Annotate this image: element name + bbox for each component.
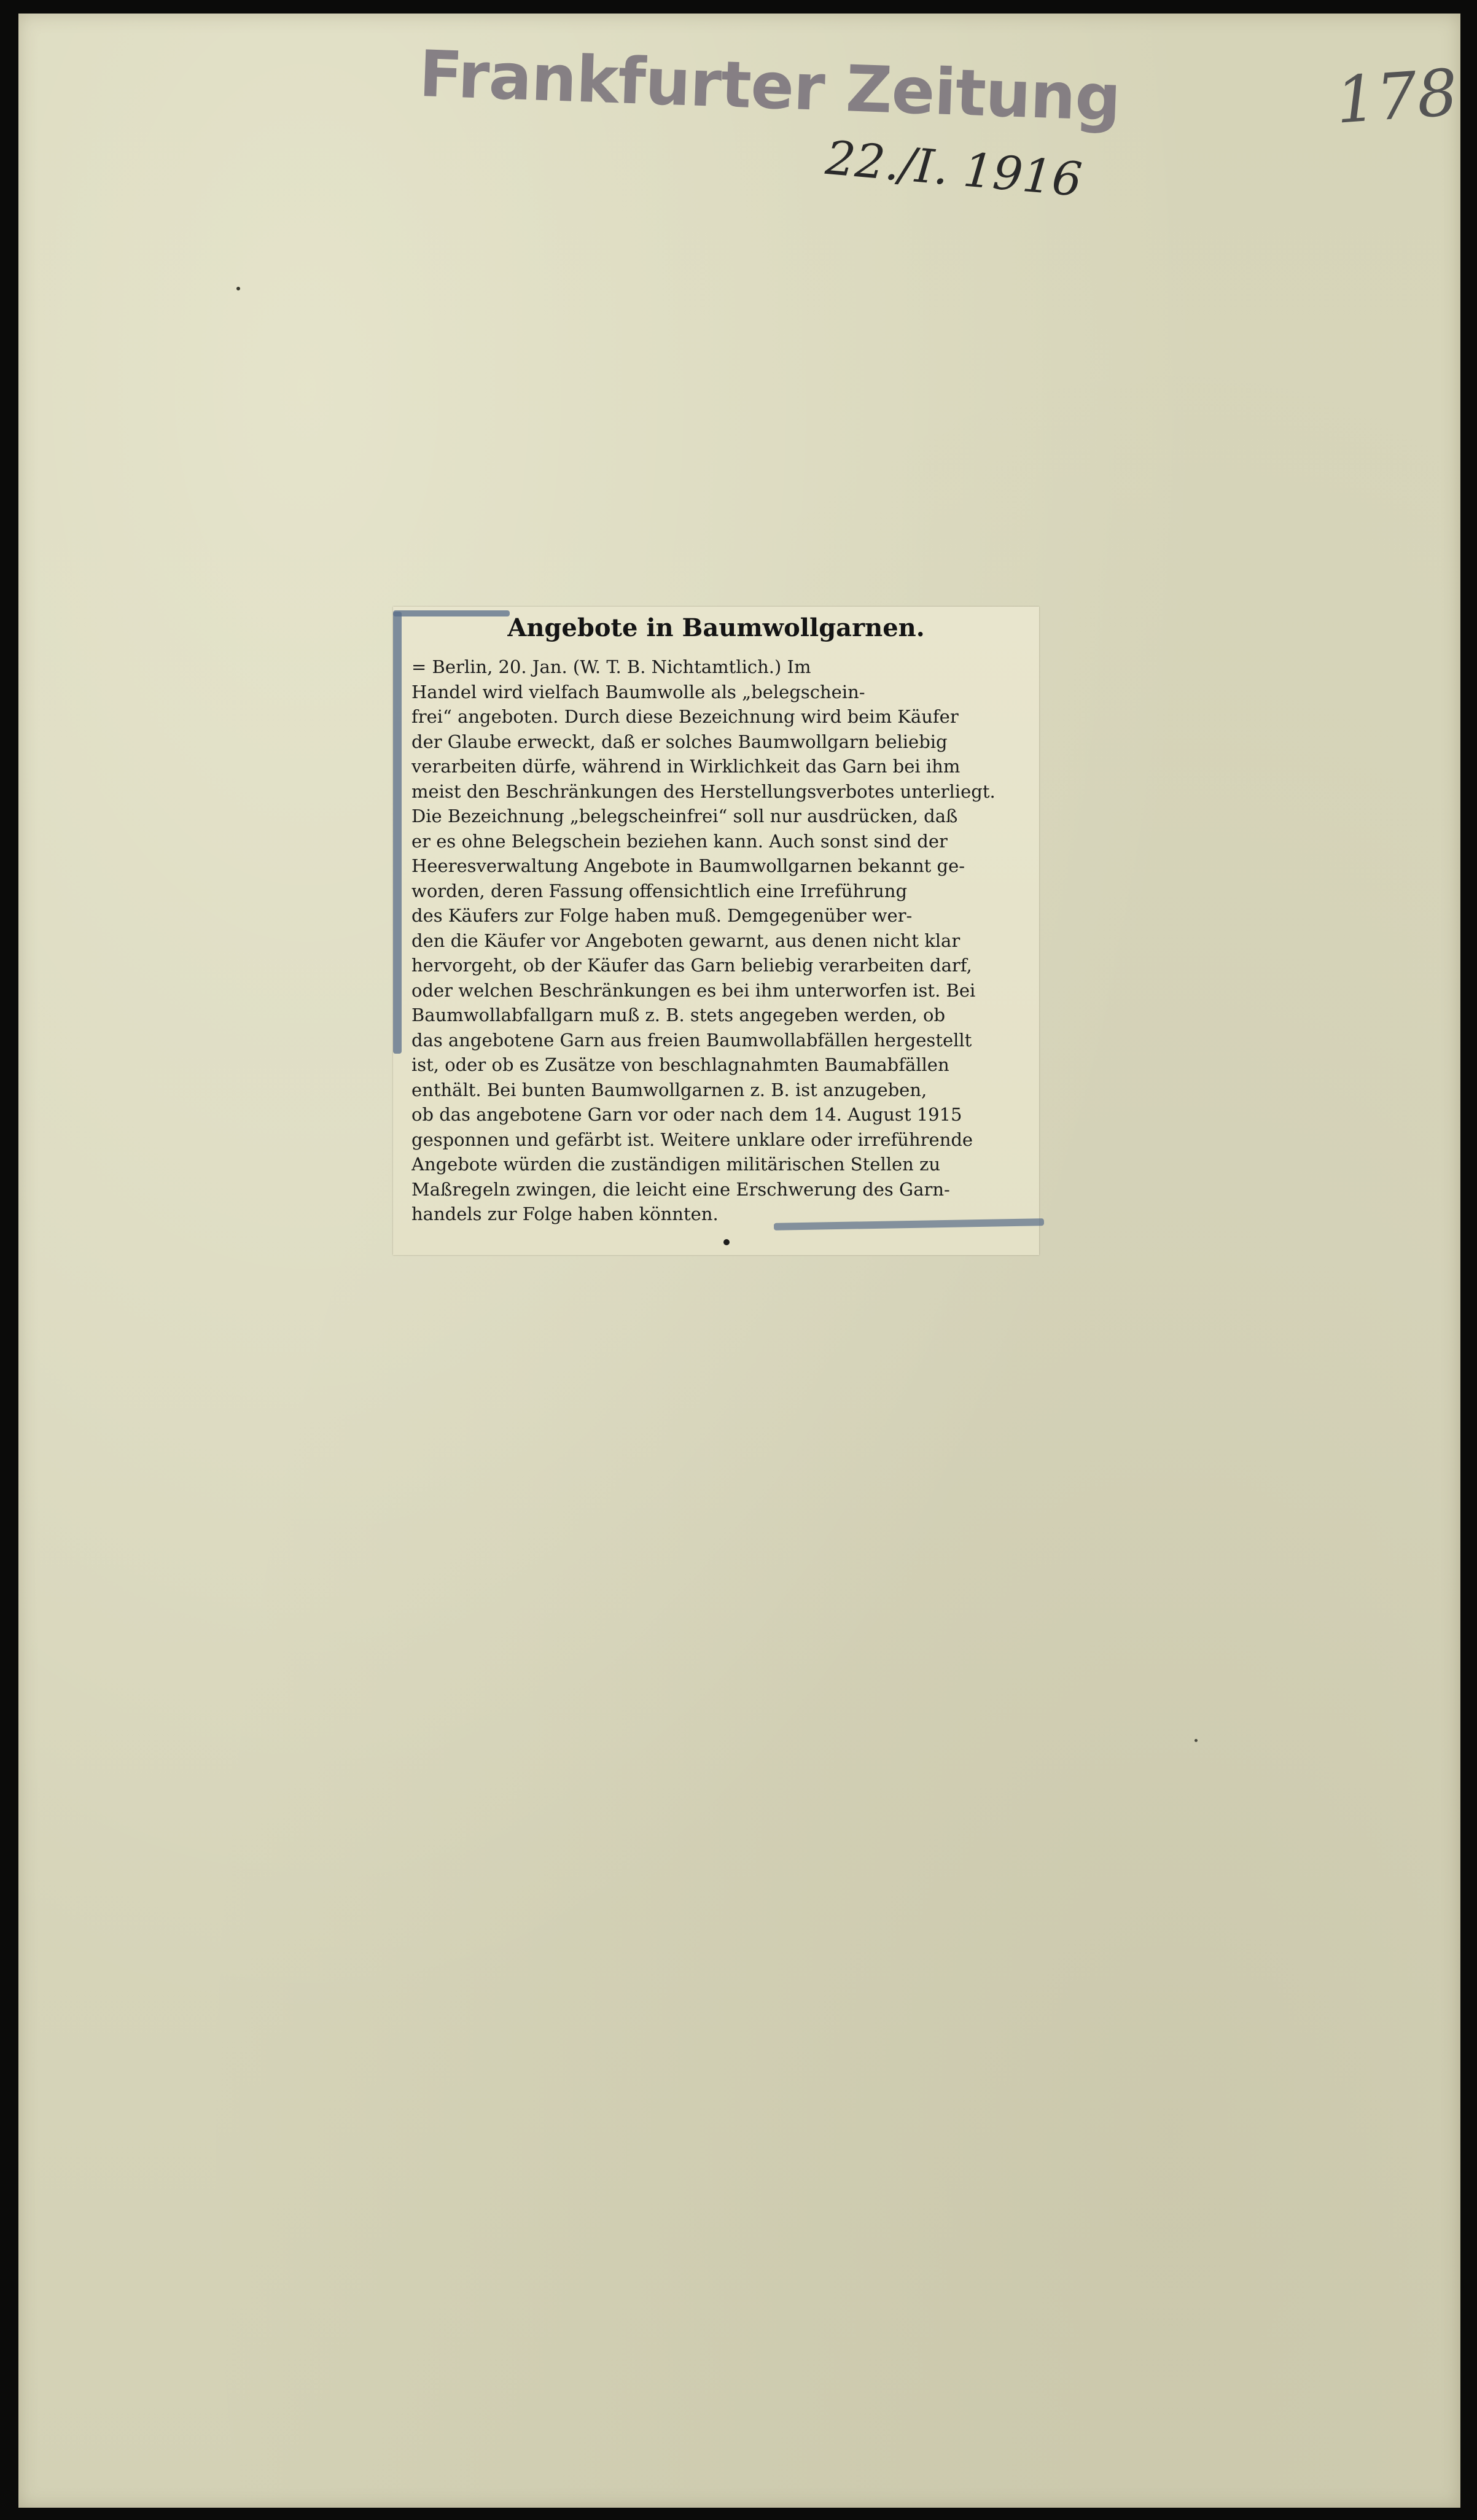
newspaper-stamp: Frankfurter Zeitung: [418, 36, 1122, 136]
article-body: [411, 655, 1026, 1227]
article-line: Maßregeln zwingen, die leicht eine Erschwerung des Garn-: [411, 1178, 950, 1200]
article-line: er es ohne Belegschein beziehen kann. Auch sonst sind der: [411, 830, 948, 852]
handwritten-date: 22./I. 1916: [823, 130, 1085, 208]
article-line: = Berlin, 20. Jan. (W. T. B. Nichtamtlich.) Im: [411, 656, 811, 677]
article-line: ob das angebotene Garn vor oder nach dem 14. August 1915: [411, 1104, 962, 1125]
paper-speck: [236, 287, 240, 290]
handwritten-page-number: 178: [1333, 55, 1460, 138]
article-line: meist den Beschränkungen des Herstellungsverbotes unterliegt.: [411, 780, 996, 802]
article-line: enthält. Bei bunten Baumwollgarnen z. B. ist anzugeben,: [411, 1079, 927, 1100]
article-line: Heeresverwaltung Angebote in Baumwollgarnen bekannt ge-: [411, 855, 965, 876]
article-line: Die Bezeichnung „belegscheinfrei“ soll nur ausdrücken, daß: [411, 806, 958, 826]
article-end-mark: [723, 1239, 730, 1245]
article-line: oder welchen Beschränkungen es bei ihm unterworfen ist. Bei: [411, 979, 976, 1001]
newspaper-clipping: [393, 607, 1039, 1255]
article-line: hervorgeht, ob der Käufer das Garn beliebig verarbeiten darf,: [411, 955, 972, 976]
article-line: frei“ angeboten. Durch diese Bezeichnung wird beim Käufer: [411, 706, 959, 727]
article-line: gesponnen und gefärbt ist. Weitere unklare oder irreführende: [411, 1129, 973, 1150]
article-line: ist, oder ob es Zusätze von beschlagnahmten Baumabfällen: [411, 1054, 949, 1075]
article-headline: Angebote in Baumwollgarnen.: [507, 613, 925, 642]
article-line: Baumwollabfallgarn muß z. B. stets angegeben werden, ob: [411, 1005, 946, 1025]
paper-speck: [1194, 1739, 1198, 1742]
article-line: des Käufers zur Folge haben muß. Demgegenüber wer-: [411, 905, 913, 926]
article-line: worden, deren Fassung offensichtlich eine Irreführung: [411, 880, 908, 901]
article-line: Angebote würden die zuständigen militärischen Stellen zu: [411, 1154, 941, 1175]
blue-pencil-mark-left: [393, 612, 402, 1054]
article-line: das angebotene Garn aus freien Baumwollabfällen hergestellt: [411, 1029, 972, 1051]
article-line: der Glaube erweckt, daß er solches Baumwollgarn beliebig: [411, 731, 948, 752]
archive-sheet: [18, 14, 1460, 2508]
article-line: den die Käufer vor Angeboten gewarnt, aus denen nicht klar: [411, 930, 961, 951]
article-line: verarbeiten dürfe, während in Wirklichkeit das Garn bei ihm: [411, 756, 961, 777]
article-line: Handel wird vielfach Baumwolle als „belegschein-: [411, 681, 865, 702]
article-line: handels zur Folge haben könnten.: [411, 1204, 719, 1224]
